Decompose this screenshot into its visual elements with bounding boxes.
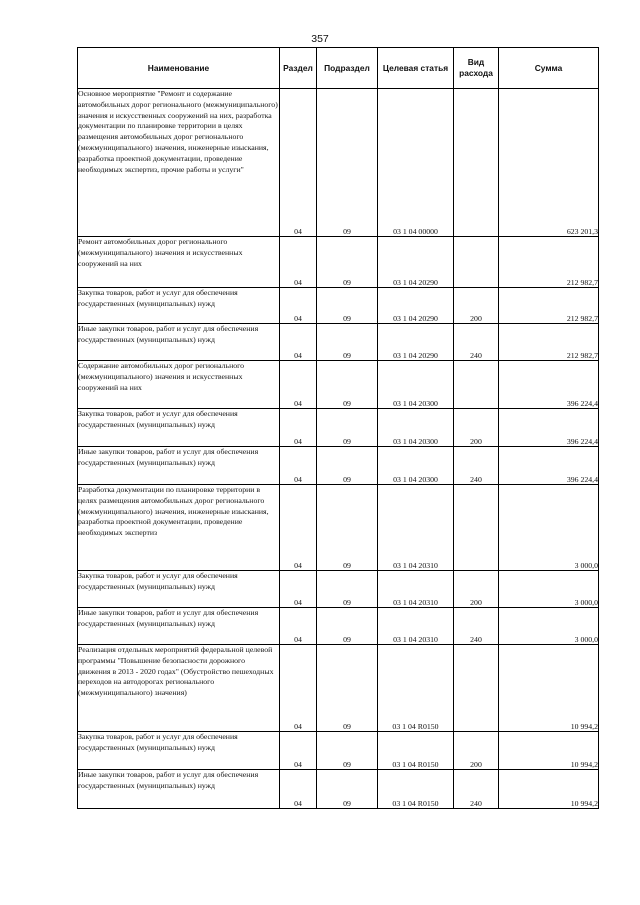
page-number: 357 xyxy=(311,33,329,45)
row-amount-cell: 396 224,4 xyxy=(499,409,599,447)
row-expense-type-cell: 240 xyxy=(454,324,499,361)
row-section-cell: 04 xyxy=(280,770,317,809)
row-target-article-cell: 03 1 04 R0150 xyxy=(378,732,454,770)
row-expense-type-cell: 200 xyxy=(454,571,499,608)
row-section-cell: 04 xyxy=(280,361,317,409)
row-section-cell: 04 xyxy=(280,237,317,288)
header-name: Наименование xyxy=(78,48,280,89)
row-name-text: Иные закупки товаров, работ и услуг для обеспечения государственных (муниципальных) нужд xyxy=(78,447,259,467)
row-amount-cell: 3 000,0 xyxy=(499,608,599,645)
row-name-cell xyxy=(78,237,280,288)
row-name-cell xyxy=(78,447,280,485)
row-amount-cell: 212 982,7 xyxy=(499,288,599,324)
row-amount-cell: 3 000,0 xyxy=(499,571,599,608)
row-expense-type-cell xyxy=(454,237,499,288)
row-amount-cell: 10 994,2 xyxy=(499,770,599,809)
row-expense-type-cell xyxy=(454,361,499,409)
row-name-cell xyxy=(78,645,280,732)
row-section-cell: 04 xyxy=(280,324,317,361)
table-row xyxy=(78,447,599,485)
table-row xyxy=(78,485,599,571)
row-subsection-cell: 09 xyxy=(317,485,378,571)
row-expense-type-cell: 240 xyxy=(454,770,499,809)
row-section-cell: 04 xyxy=(280,608,317,645)
row-subsection-cell: 09 xyxy=(317,770,378,809)
row-expense-type-cell xyxy=(454,89,499,237)
row-name-text: Закупка товаров, работ и услуг для обеспечения государственных (муниципальных) нужд xyxy=(78,288,238,308)
row-subsection-cell: 09 xyxy=(317,447,378,485)
row-section-cell: 04 xyxy=(280,645,317,732)
row-expense-type-cell: 200 xyxy=(454,288,499,324)
row-subsection-cell: 09 xyxy=(317,361,378,409)
row-name-text: Содержание автомобильных дорог регионального (межмуниципального) значения и искусственных сооружений на них xyxy=(78,361,245,392)
header-section: Раздел xyxy=(280,48,317,89)
row-name-text: Закупка товаров, работ и услуг для обеспечения государственных (муниципальных) нужд xyxy=(78,571,238,591)
row-section-cell: 04 xyxy=(280,485,317,571)
row-expense-type-cell: 200 xyxy=(454,409,499,447)
row-section-cell: 04 xyxy=(280,89,317,237)
row-name-cell xyxy=(78,324,280,361)
row-name-text: Основное мероприятие "Ремонт и содержание автомобильных дорог регионального (межмуниципального) значения и искусственных сооружений на них, разработка документации по планировке территории в целях размещения автомобильных дорог регионального (межмуниципального) значения, инженерные изыскания, разработка проектной документации, проведение необходимых экспертиз, прочие работы и услуги" xyxy=(78,89,278,174)
row-expense-type-cell xyxy=(454,485,499,571)
header-target-article: Целевая статья xyxy=(378,48,454,89)
row-target-article-cell: 03 1 04 20310 xyxy=(378,571,454,608)
row-name-text: Ремонт автомобильных дорог регионального (межмуниципального) значения и искусственных сооружений на них xyxy=(78,237,243,268)
row-subsection-cell: 09 xyxy=(317,608,378,645)
row-expense-type-cell: 200 xyxy=(454,732,499,770)
header-row xyxy=(78,48,599,89)
row-name-text: Иные закупки товаров, работ и услуг для обеспечения государственных (муниципальных) нужд xyxy=(78,608,259,628)
row-name-cell xyxy=(78,571,280,608)
row-target-article-cell: 03 1 04 00000 xyxy=(378,89,454,237)
table-row xyxy=(78,608,599,645)
row-target-article-cell: 03 1 04 R0150 xyxy=(378,645,454,732)
row-name-text: Разработка документации по планировке территории в целях размещения автомобильных дорог регионального (межмуниципального) значения, инженерные изыскания, разработка проектной документации, проведение необходимых экспертиз xyxy=(78,485,269,538)
row-expense-type-cell: 240 xyxy=(454,608,499,645)
row-subsection-cell: 09 xyxy=(317,409,378,447)
table-row xyxy=(78,324,599,361)
row-target-article-cell: 03 1 04 20290 xyxy=(378,324,454,361)
row-target-article-cell: 03 1 04 R0150 xyxy=(378,770,454,809)
table-row xyxy=(78,645,599,732)
row-expense-type-cell xyxy=(454,645,499,732)
row-amount-cell: 3 000,0 xyxy=(499,485,599,571)
row-name-cell xyxy=(78,89,280,237)
row-subsection-cell: 09 xyxy=(317,288,378,324)
row-name-cell xyxy=(78,409,280,447)
row-target-article-cell: 03 1 04 20300 xyxy=(378,447,454,485)
row-name-cell xyxy=(78,608,280,645)
row-expense-type-cell: 240 xyxy=(454,447,499,485)
table-row xyxy=(78,89,599,237)
row-name-text: Иные закупки товаров, работ и услуг для обеспечения государственных (муниципальных) нужд xyxy=(78,324,259,344)
budget-table xyxy=(77,47,599,809)
row-name-cell xyxy=(78,361,280,409)
row-name-cell xyxy=(78,485,280,571)
row-amount-cell: 396 224,4 xyxy=(499,447,599,485)
row-subsection-cell: 09 xyxy=(317,732,378,770)
header-expense-type: Вид расхода xyxy=(454,48,499,89)
row-target-article-cell: 03 1 04 20300 xyxy=(378,409,454,447)
row-target-article-cell: 03 1 04 20290 xyxy=(378,288,454,324)
row-name-text: Закупка товаров, работ и услуг для обеспечения государственных (муниципальных) нужд xyxy=(78,732,238,752)
row-subsection-cell: 09 xyxy=(317,89,378,237)
row-section-cell: 04 xyxy=(280,288,317,324)
row-amount-cell: 10 994,2 xyxy=(499,732,599,770)
row-target-article-cell: 03 1 04 20290 xyxy=(378,237,454,288)
row-subsection-cell: 09 xyxy=(317,324,378,361)
row-name-cell xyxy=(78,732,280,770)
row-name-text: Закупка товаров, работ и услуг для обеспечения государственных (муниципальных) нужд xyxy=(78,409,238,429)
table-row xyxy=(78,732,599,770)
header-amount: Сумма xyxy=(499,48,599,89)
row-subsection-cell: 09 xyxy=(317,571,378,608)
table-row xyxy=(78,409,599,447)
row-amount-cell: 10 994,2 xyxy=(499,645,599,732)
header-subsection: Подраздел xyxy=(317,48,378,89)
row-target-article-cell: 03 1 04 20310 xyxy=(378,608,454,645)
row-amount-cell: 212 982,7 xyxy=(499,324,599,361)
row-name-text: Иные закупки товаров, работ и услуг для обеспечения государственных (муниципальных) нужд xyxy=(78,770,259,790)
table-row xyxy=(78,770,599,809)
row-amount-cell: 212 982,7 xyxy=(499,237,599,288)
row-section-cell: 04 xyxy=(280,571,317,608)
row-section-cell: 04 xyxy=(280,732,317,770)
row-subsection-cell: 09 xyxy=(317,237,378,288)
table-row xyxy=(78,237,599,288)
row-target-article-cell: 03 1 04 20310 xyxy=(378,485,454,571)
table-row xyxy=(78,571,599,608)
row-name-cell xyxy=(78,770,280,809)
table-row xyxy=(78,288,599,324)
row-amount-cell: 396 224,4 xyxy=(499,361,599,409)
row-name-text: Реализация отдельных мероприятий федеральной целевой программы "Повышение безопасности дорожного движения в 2013 - 2020 годах" (Обустройство пешеходных переходов на автодорогах регионального (межмуниципального) значения) xyxy=(78,645,274,698)
table-row xyxy=(78,361,599,409)
row-section-cell: 04 xyxy=(280,447,317,485)
row-section-cell: 04 xyxy=(280,409,317,447)
row-name-cell xyxy=(78,288,280,324)
row-amount-cell: 623 201,3 xyxy=(499,89,599,237)
row-subsection-cell: 09 xyxy=(317,645,378,732)
row-target-article-cell: 03 1 04 20300 xyxy=(378,361,454,409)
